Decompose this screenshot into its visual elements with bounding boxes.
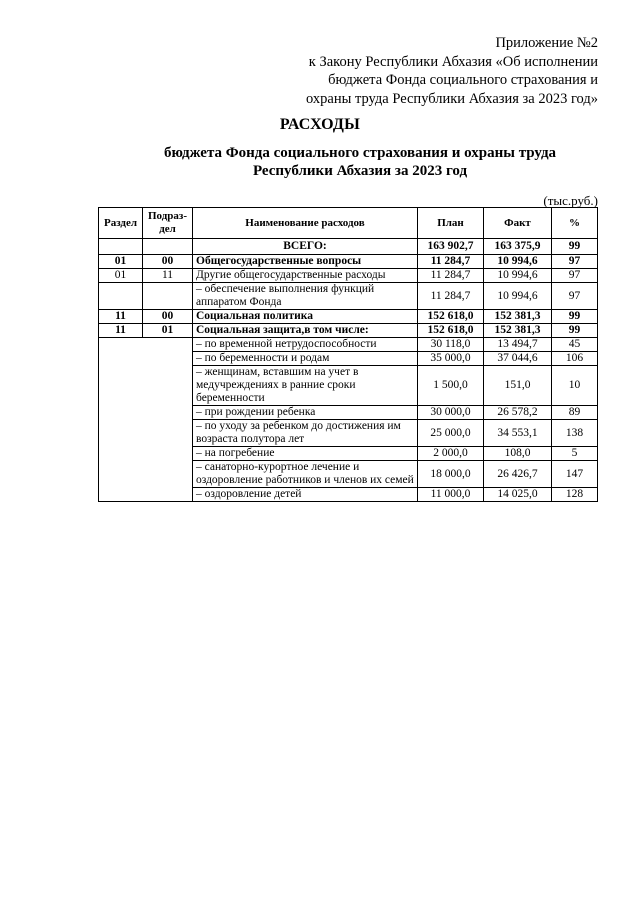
expense-name-cell: – санаторно-курортное лечение и оздоровление работников и членов их семей — [193, 461, 418, 488]
expense-name-cell: – по уходу за ребенком до достижения им возраста полутора лет — [193, 420, 418, 447]
appendix-line: охраны труда Республики Абхазия за 2023 год» — [306, 90, 598, 107]
fact-cell: 10 994,6 — [484, 255, 552, 269]
table-row — [99, 283, 598, 310]
podrazdel-cell: 00 — [143, 255, 193, 269]
appendix-line: Приложение №2 — [495, 35, 598, 51]
expense-name-cell: – обеспечение выполнения функций аппаратом Фонда — [193, 283, 418, 310]
table-row — [99, 324, 598, 338]
expense-name-cell: Социальная политика — [193, 310, 418, 324]
plan-cell: 11 284,7 — [418, 283, 484, 310]
percent-cell: 5 — [552, 447, 598, 461]
fact-cell: 14 025,0 — [484, 488, 552, 502]
podrazdel-cell: 00 — [143, 310, 193, 324]
percent-cell: 106 — [552, 352, 598, 366]
expense-name-cell: – по временной нетрудоспособности — [193, 338, 418, 352]
fact-cell: 26 578,2 — [484, 406, 552, 420]
plan-cell: 35 000,0 — [418, 352, 484, 366]
subtitle-line: бюджета Фонда социального страхования и охраны труда — [163, 145, 557, 161]
document-title: РАСХОДЫ — [279, 116, 361, 133]
units-label: (тыс.руб.) — [543, 193, 598, 208]
expense-name-cell: – оздоровление детей — [193, 488, 418, 502]
fact-cell: 10 994,6 — [484, 283, 552, 310]
percent-cell: 45 — [552, 338, 598, 352]
plan-cell: 11 284,7 — [418, 269, 484, 283]
column-header-plan: План — [418, 208, 484, 239]
percent-cell: 97 — [552, 269, 598, 283]
total-row — [99, 239, 598, 255]
fact-cell: 108,0 — [484, 447, 552, 461]
expense-name-cell: – при рождении ребенка — [193, 406, 418, 420]
merged-code-cell — [99, 338, 193, 502]
plan-cell: 1 500,0 — [418, 366, 484, 406]
razdel-cell — [99, 283, 143, 310]
fact-cell: 26 426,7 — [484, 461, 552, 488]
plan-cell: 25 000,0 — [418, 420, 484, 447]
column-header-name: Наименование расходов — [193, 208, 418, 239]
total-razdel-cell — [99, 239, 143, 255]
fact-cell: 34 553,1 — [484, 420, 552, 447]
total-percent: 99 — [552, 239, 598, 255]
column-header-razdel: Раздел — [99, 208, 143, 239]
fact-cell: 37 044,6 — [484, 352, 552, 366]
table-row — [99, 310, 598, 324]
plan-cell: 11 000,0 — [418, 488, 484, 502]
podrazdel-cell: 11 — [143, 269, 193, 283]
document-subtitle — [140, 144, 580, 180]
expense-name-cell: – женщинам, вставшим на учет в медучреждениях в ранние сроки беременности — [193, 366, 418, 406]
table-row — [99, 338, 598, 352]
column-header-fact: Факт — [484, 208, 552, 239]
total-label: ВСЕГО: — [193, 239, 418, 255]
fact-cell: 152 381,3 — [484, 310, 552, 324]
percent-cell: 10 — [552, 366, 598, 406]
plan-cell: 152 618,0 — [418, 310, 484, 324]
percent-cell: 128 — [552, 488, 598, 502]
expenses-table — [98, 207, 598, 502]
percent-cell: 97 — [552, 283, 598, 310]
percent-cell: 97 — [552, 255, 598, 269]
total-podrazdel-cell — [143, 239, 193, 255]
appendix-line: бюджета Фонда социального страхования и — [328, 72, 598, 88]
total-plan: 163 902,7 — [418, 239, 484, 255]
percent-cell: 89 — [552, 406, 598, 420]
fact-cell: 151,0 — [484, 366, 552, 406]
razdel-cell: 01 — [99, 255, 143, 269]
table-header-row — [99, 208, 598, 239]
plan-cell: 30 000,0 — [418, 406, 484, 420]
plan-cell: 11 284,7 — [418, 255, 484, 269]
fact-cell: 152 381,3 — [484, 324, 552, 338]
plan-cell: 18 000,0 — [418, 461, 484, 488]
expense-name-cell: Социальная защита,в том числе: — [193, 324, 418, 338]
percent-cell: 99 — [552, 324, 598, 338]
expense-name-cell: – на погребение — [193, 447, 418, 461]
total-fact: 163 375,9 — [484, 239, 552, 255]
table-row — [99, 255, 598, 269]
plan-cell: 152 618,0 — [418, 324, 484, 338]
appendix-note — [306, 34, 598, 108]
expense-name-cell: – по беременности и родам — [193, 352, 418, 366]
podrazdel-cell: 01 — [143, 324, 193, 338]
razdel-cell: 11 — [99, 310, 143, 324]
appendix-line: к Закону Республики Абхазия «Об исполнении — [308, 53, 598, 70]
percent-cell: 138 — [552, 420, 598, 447]
column-header-percent: % — [552, 208, 598, 239]
fact-cell: 13 494,7 — [484, 338, 552, 352]
podrazdel-cell — [143, 283, 193, 310]
subtitle-line: Республики Абхазия за 2023 год — [252, 163, 468, 179]
percent-cell: 99 — [552, 310, 598, 324]
plan-cell: 30 118,0 — [418, 338, 484, 352]
percent-cell: 147 — [552, 461, 598, 488]
expense-name-cell: Другие общегосударственные расходы — [193, 269, 418, 283]
table-row — [99, 269, 598, 283]
expense-name-cell: Общегосударственные вопросы — [193, 255, 418, 269]
fact-cell: 10 994,6 — [484, 269, 552, 283]
razdel-cell: 01 — [99, 269, 143, 283]
column-header-podrazdel: Подраз-дел — [143, 208, 193, 239]
razdel-cell: 11 — [99, 324, 143, 338]
plan-cell: 2 000,0 — [418, 447, 484, 461]
